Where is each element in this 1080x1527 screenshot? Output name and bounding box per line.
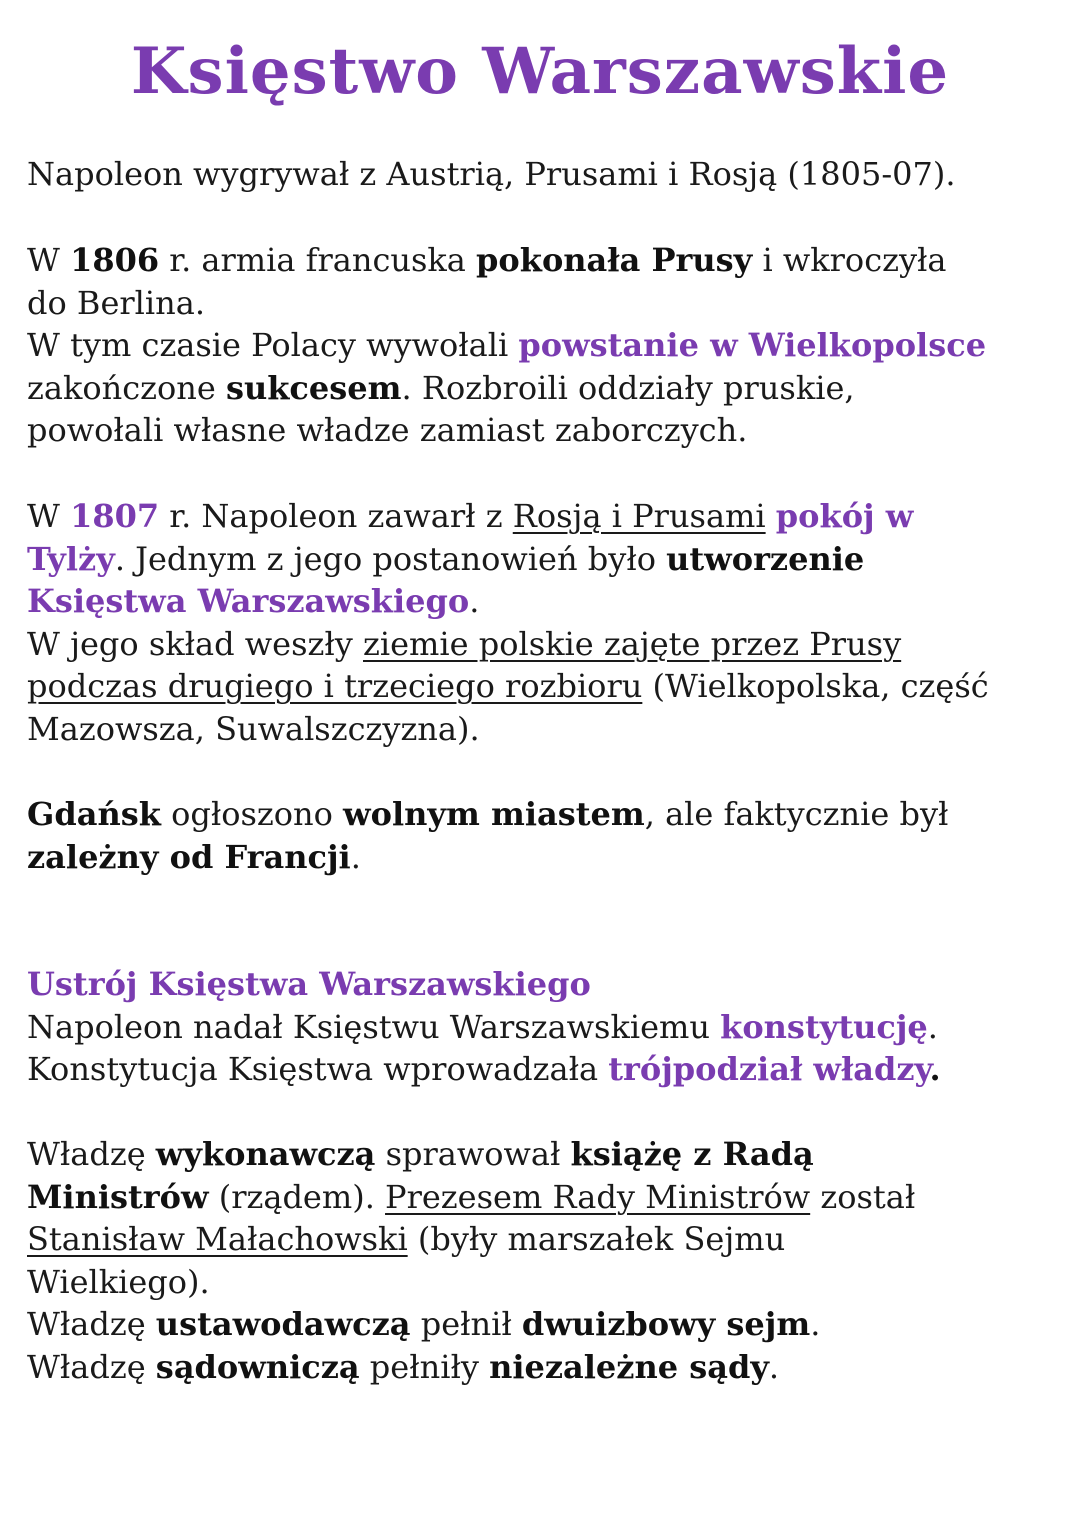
text-run: ogłoszono: [160, 795, 344, 833]
text-line: [27, 495, 1067, 538]
bold-phrase: zależny od Francji: [27, 837, 351, 876]
text-run: r. armia francuska: [159, 241, 477, 279]
text-run: sprawował: [375, 1135, 571, 1173]
text-run: Konstytucja Księstwa wprowadzała: [27, 1050, 609, 1088]
underlined-phrase: Stanisław Małachowski: [27, 1220, 408, 1258]
text-run: . Jednym z jego postanowień było: [114, 539, 667, 578]
highlight-phrase: konstytucję: [720, 1007, 928, 1046]
text-run: (były marszałek Sejmu: [407, 1220, 786, 1258]
paragraph-1806: [27, 239, 1067, 452]
text-run: .: [927, 1007, 938, 1046]
bold-phrase: pokonała Prusy: [476, 241, 753, 279]
text-run: (Wielkopolska, część: [642, 667, 989, 705]
text-run: , ale faktycznie był: [644, 795, 949, 833]
text-line: [27, 324, 1067, 367]
text-line: [27, 1218, 1067, 1261]
text-run: W: [27, 497, 71, 535]
text-run: został: [810, 1177, 916, 1216]
text-run: i wkroczyła: [752, 241, 947, 279]
text-line: [27, 239, 1067, 282]
underlined-phrase: Prezesem Rady Ministrów: [385, 1177, 811, 1216]
text-run: pełnił: [410, 1305, 522, 1343]
bold-phrase: wykonawczą: [155, 1135, 376, 1173]
text-run: .: [810, 1305, 821, 1343]
text-line: [27, 623, 1067, 666]
text-line: [27, 580, 1067, 623]
underlined-phrase: Rosją i Prusami: [512, 497, 766, 535]
text-line: [27, 1176, 1067, 1219]
highlight-phrase: powstanie w Wielkopolsce: [518, 326, 987, 364]
bold-phrase: Gdańsk: [27, 795, 161, 833]
text-run: zakończone: [27, 368, 226, 407]
paragraph-wladze: [27, 1133, 1067, 1388]
text-line: [27, 538, 1067, 581]
highlight-phrase: Tylży: [27, 539, 115, 578]
section-ustroj: [27, 963, 1067, 1091]
text-run: Napoleon nadał Księstwu Warszawskiemu: [27, 1007, 721, 1046]
underlined-phrase: ziemie polskie zajęte przez Prusy: [363, 624, 902, 663]
year-1807: 1807: [70, 497, 160, 535]
text-run: Władzę: [27, 1135, 156, 1173]
text-line: [27, 1261, 1067, 1304]
text-run: Mazowsza, Suwalszczyzna).: [27, 709, 480, 748]
bold-phrase: ustawodawczą: [155, 1305, 411, 1343]
text-run: pełniły: [359, 1347, 490, 1386]
text-line: [27, 409, 1067, 452]
text-line: [27, 1303, 1067, 1346]
text-line: [27, 153, 1067, 196]
text-run: Władzę: [27, 1305, 156, 1343]
year-1806: 1806: [70, 241, 160, 279]
highlight-phrase: pokój w: [775, 497, 914, 535]
highlight-phrase: Księstwa Warszawskiego: [27, 582, 470, 620]
paragraph-gdansk: [27, 793, 1067, 878]
bold-phrase: sukcesem: [225, 368, 402, 407]
text-line: [27, 1006, 1067, 1049]
section-heading: Ustrój Księstwa Warszawskiego: [27, 965, 591, 1003]
text-line: [27, 1048, 1067, 1091]
paragraph-1807: [27, 495, 1067, 750]
text-run: W: [27, 241, 71, 279]
bold-phrase: utworzenie: [666, 539, 865, 578]
text-run: .: [469, 582, 480, 620]
text-run: [766, 497, 776, 535]
text-line: [27, 1346, 1067, 1389]
text-line: [27, 793, 1067, 836]
text-line: [27, 367, 1067, 410]
text-run: Władzę: [27, 1347, 156, 1386]
text-run: W tym czasie Polacy wywołali: [27, 326, 519, 364]
bold-phrase: dwuizbowy sejm: [521, 1305, 811, 1343]
text-run: .: [350, 837, 361, 876]
text-line: [27, 836, 1067, 879]
bold-phrase: Ministrów: [27, 1177, 209, 1216]
text-run: .: [929, 1050, 941, 1088]
bold-phrase: wolnym miastem: [343, 795, 645, 833]
text-line: [27, 665, 1067, 708]
highlight-phrase: trójpodział władzy: [608, 1050, 930, 1088]
text-run: (rządem).: [208, 1177, 386, 1216]
text-run: Wielkiego).: [27, 1262, 210, 1301]
text-line: [27, 282, 1067, 325]
underlined-phrase: podczas drugiego i trzeciego rozbioru: [27, 667, 643, 705]
page-title: Księstwo Warszawskie: [130, 34, 950, 109]
text-run: Napoleon wygrywał z Austrią, Prusami i Rosją (1805-07).: [27, 155, 956, 193]
text-run: powołali własne władze zamiast zaborczych.: [27, 411, 748, 449]
bold-phrase: sądowniczą: [155, 1347, 360, 1386]
text-run: .: [768, 1347, 780, 1386]
text-line: [27, 708, 1067, 751]
paragraph-intro: [27, 153, 1067, 196]
text-line: [27, 1133, 1067, 1176]
text-run: r. Napoleon zawarł z: [159, 497, 513, 535]
text-run: do Berlina.: [27, 283, 205, 322]
text-run: . Rozbroili oddziały pruskie,: [401, 368, 855, 407]
bold-phrase: niezależne sądy: [489, 1347, 769, 1386]
bold-phrase: książę z Radą: [570, 1135, 814, 1173]
text-run: W jego skład weszły: [27, 624, 363, 663]
